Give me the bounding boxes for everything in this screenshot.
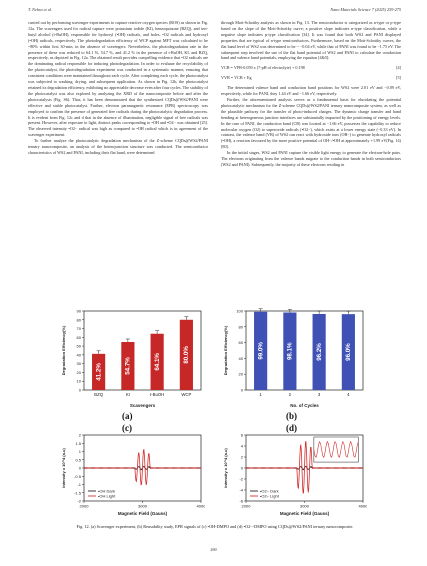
chart-b-xtick-label-1: 2 bbox=[288, 392, 292, 397]
chart-b-ylabel: Degradation Efficiency(%) bbox=[223, 325, 228, 376]
chart-c-xtick-label-2: 4000 bbox=[196, 503, 205, 509]
right-paragraph-3: Further, the aforementioned analysis serves as a fundamental basis for elucidating the potential photocatalytic mechanism for the Z-scheme CQDs@WS2/PANI ternary nanocomposite system, as well as the plausible pathway for the transfer of photo-induced charges. The dynamic charge transfer and band bending at heterogeneous junction interfaces are substantially impacted by the positioning of energy levels. In the case of PANI, the conduction band (CB) was located at −1.66 eV, possesses the capability to reduce molecular oxygen (O2) to superoxide radicals (•O2−), which exists at a lower energy state (−0.33 eV). In contrast, the valence band (VB) of WS2 can react with hydroxide ions (OH−) to generate hydroxyl radicals (•OH), a reaction favoured by the more positive potential of OH−/•OH at approximately +1.99 eV(Fig. 14) [80]. bbox=[221, 96, 401, 150]
running-header-right: Nano Materials Science 7 (2025) 259-275 bbox=[330, 7, 401, 12]
chart-d-legend-label-1: •O2− Light bbox=[260, 493, 279, 499]
panel-label-a: (a) bbox=[122, 411, 133, 421]
right-column bbox=[221, 20, 401, 168]
chart-d-ytick-label-4: 2 bbox=[240, 454, 243, 460]
chart-c-ytick-label-7: 1.5 bbox=[75, 440, 81, 446]
chart-d-xtick-label-0: 2000 bbox=[241, 503, 251, 509]
chart-a-data-label-2: 64.1% bbox=[153, 353, 161, 371]
right-paragraph-2: The determined valence band and conduction band positions for WS2 were 2.01 eV and −0.09 eV, respectively, while for PANI, they 1.44 eV and −1.66 eV, respectively. bbox=[221, 85, 401, 97]
chart-d-ytick-label-0: -6 bbox=[239, 498, 243, 504]
chart-c-ytick-label-5: 0.5 bbox=[75, 457, 81, 463]
chart-c-ytick-label-4: 0 bbox=[78, 465, 81, 471]
chart-a-data-label-1: 54.7% bbox=[124, 357, 132, 375]
chart-c-ytick-label-0: -2 bbox=[77, 498, 81, 504]
chart-a-xtick-label-2: t-BuOH bbox=[149, 392, 165, 397]
chart-a-ytick-label-4: 40 bbox=[76, 352, 81, 358]
equation-5-text: VVB = VCB + Eg bbox=[221, 75, 252, 81]
chart-c-ytick-label-3: -0.5 bbox=[74, 473, 81, 479]
chart-a-ytick-label-5: 50 bbox=[76, 343, 81, 349]
chart-c-xlabel: Magnetic Field (Gauss) bbox=[117, 511, 168, 516]
chart-a-ytick-label-8: 80 bbox=[76, 317, 81, 323]
chart-a-xlabel: Scavengers bbox=[129, 403, 156, 408]
chart-a-ytick-label-9: 90 bbox=[76, 308, 81, 314]
chart-d-ytick-label-5: 4 bbox=[240, 443, 243, 449]
panel-label-c: (c) bbox=[122, 423, 132, 433]
chart-c-ytick-label-8: 2 bbox=[78, 432, 81, 438]
chart-a-ytick-label-6: 60 bbox=[76, 334, 81, 340]
running-header-left: T. Nebra et al. bbox=[28, 7, 53, 12]
chart-a-xtick-label-3: WCP bbox=[181, 392, 192, 397]
chart-b-ytick-label-3: 60 bbox=[238, 340, 243, 346]
chart-d-xtick-label-2: 4000 bbox=[358, 503, 367, 509]
chart-b-xtick-label-2: 3 bbox=[317, 392, 321, 397]
chart-c-legend-label-0: •OH Dark bbox=[98, 488, 115, 494]
chart-a-ytick-label-3: 30 bbox=[76, 361, 81, 367]
panel-label-b: (b) bbox=[286, 411, 297, 421]
chart-c-xtick-label-0: 2000 bbox=[79, 503, 89, 509]
left-paragraph-1: carried out by performing scavenger experiments to capture reactive oxygen species (ROS) as shown in Fig. 12a. The scavengers used for radical capture were potassium iodide (KI), benzoquinone (BZQ), and tert-butyl alcohol (t-BuOH), responsible for hydroxyl (•OH) radicals, and holes, •O2 radicals and hydroxyl (•OH) radicals, respectively. The photodegradation efficiency of WCP against MFT was calculated to be ~80% within first 30-min, in the absence of scavengers. Nevertheless, the photodegradation rate in the presence of these was reduced to 64.1 %, 54.7 %, and 41.2 % in the presence of t-BuOH, KI, and BZQ, respectively, as depicted in Fig. 12a. The obtained result provides compelling evidence that •O2 radicals are the dominating radical responsible for inducing photodegradation. In order to evaluate the recyclability of the photocatalyst, the photodegradation experiment was conducted in a systematic manner, ensuring that consistent conditions were maintained throughout each cycle. After completing each cycle, the photocatalyst was subjected to washing, drying, and subsequent application. As shown in Fig. 12b, the photocatalyst retained its degradation efficiency, exhibiting no appreciable decrease even after four cycles. The stability of the photocatalyst was also explored by analyzing the XRD of the nanocomposite before and after the photocatalysis (Fig. S6). Thus, it has been demonstrated that the synthesized CQDs@WS2/PANI were effective and stable photocatalyst. Further, electron paramagnetic resonance (EPR) spectroscopy was employed to confirm the presence of generated free radicals during the photocatalytic degradation process. It is evident from Fig. 12c and d that in the absence of illumination, negligible signal of free radicals was present. However, after exposure to light, distinct peaks corresponding to •OH and •O2− was obtained [25]. The observed intensity •O2− radical was high as compared to •OH radical which is in agreement of the scavenger experiment. bbox=[28, 20, 208, 138]
chart-b-ytick-label-0: 0 bbox=[240, 387, 243, 393]
left-column bbox=[28, 20, 208, 156]
chart-c-legend-label-1: •OH Light bbox=[98, 493, 116, 499]
chart-c-epr-oh bbox=[60, 421, 205, 517]
equation-5 bbox=[221, 75, 401, 81]
chart-a-ytick-label-1: 10 bbox=[76, 378, 81, 384]
chart-c-ytick-label-6: 1 bbox=[78, 449, 81, 454]
chart-b-reusability bbox=[222, 307, 367, 410]
chart-a-ytick-label-0: 0 bbox=[78, 387, 81, 393]
chart-b-data-label-1: 98.1% bbox=[286, 342, 294, 361]
chart-c-ylabel: Intensity x 10^4 (a.u) bbox=[61, 448, 66, 488]
chart-a-ylabel: Degradation Efficiency(%) bbox=[61, 325, 66, 376]
chart-b-ytick-label-4: 80 bbox=[238, 324, 243, 330]
chart-b-data-label-2: 96.2% bbox=[315, 343, 323, 361]
chart-a-ytick-label-7: 70 bbox=[76, 326, 81, 332]
chart-a-xtick-label-0: BZQ bbox=[94, 392, 104, 397]
left-paragraph-2: To further analyze the photocatalytic degradation mechanism of the Z-scheme CQDs@WS2/PANI ternary nanocomposite, an analysis of the heterojunction structure was conducted. The semiconductor characteristics of WS2 and PANI, including their flat band, were determined bbox=[28, 138, 208, 155]
chart-b-xtick-label-0: 1 bbox=[259, 392, 262, 397]
chart-a-data-label-3: 80.0% bbox=[183, 346, 191, 364]
chart-b-xlabel: No. of Cycles bbox=[290, 403, 319, 408]
figure-caption: Fig. 12. (a) Scavenger experiment, (b) Reusability study, EPR signals of (c) •OH-DMPO and (d) •O2−-DMPO using CQDs@WS2/PANI ternary nanocomposite. bbox=[76, 524, 354, 529]
chart-a-data-label-0: 41.2% bbox=[95, 363, 103, 381]
chart-c-ytick-label-1: -1.5 bbox=[74, 490, 81, 496]
chart-b-data-label-3: 96.0% bbox=[345, 343, 353, 361]
page-number: 269 bbox=[210, 547, 217, 552]
chart-b-ytick-label-1: 20 bbox=[238, 371, 243, 377]
chart-d-ylabel: Intensity x 10^4 (a.u) bbox=[223, 448, 228, 488]
chart-d-ytick-label-2: -2 bbox=[239, 476, 243, 482]
equation-4-number: [4] bbox=[396, 65, 401, 71]
equation-4 bbox=[221, 65, 401, 71]
chart-d-ytick-label-1: -4 bbox=[239, 487, 243, 493]
chart-a-scavenger bbox=[60, 307, 205, 410]
right-paragraph-1: through Mott-Schottky analysis as shown in Fig. 13. The semiconductor is categorized as n-type or p-type based on the slope of the Mott-Schottky curve; a positive slope indicates n-type classification, while a negative slope indicates p-type classification [34]. It was found that both WS2 and PANI displayed properties that are typical of n-type semiconductors. Furthermore, based on the Mott-Schottky curves, the flat band level of WS2 was determined to be ~ −0.04 eV, while that of PANI was found to be −1.75 eV. The subsequent step involved the use of the flat band potential of WS2 and PANI to calculate the conduction band and valence band potentials, employing the equation [4&5]: bbox=[221, 20, 401, 61]
chart-c-ytick-label-2: -1 bbox=[77, 482, 81, 487]
chart-d-inset-frame bbox=[314, 437, 358, 462]
chart-d-ytick-label-3: 0 bbox=[240, 465, 243, 471]
chart-d-xtick-label-1: 3000 bbox=[300, 503, 309, 509]
chart-b-ytick-label-2: 40 bbox=[238, 355, 243, 361]
chart-b-data-label-0: 99.0% bbox=[257, 342, 265, 360]
chart-b-xtick-label-3: 4 bbox=[347, 392, 350, 397]
equation-5-number: [5] bbox=[396, 75, 401, 81]
right-paragraph-4: In the initial stages, WS2 and PANI capture the visible light energy to generate the electron-hole pairs. The electrons originating from the valence bands migrate to the conduction bands in both semiconductors (WS2 and PANI). Subsequently, the majority of these electrons residing in bbox=[221, 150, 401, 167]
panel-label-d: (d) bbox=[286, 423, 297, 433]
chart-a-xtick-label-1: KI bbox=[125, 392, 130, 397]
chart-d-ytick-label-6: 6 bbox=[240, 432, 243, 438]
equation-4-text: VCB = VFB-0.059 x (7-pH of electrolyte) + 0.198 bbox=[221, 65, 305, 71]
chart-b-ytick-label-5: 100 bbox=[236, 308, 243, 314]
chart-c-series-line-1 bbox=[84, 449, 201, 485]
chart-c-xtick-label-1: 3000 bbox=[138, 503, 147, 509]
chart-d-xlabel: Magnetic Field (Gauss) bbox=[279, 511, 330, 516]
chart-d-epr-o2 bbox=[222, 421, 367, 517]
chart-d-legend-label-0: •O2− Dark bbox=[260, 488, 279, 494]
chart-a-ytick-label-2: 20 bbox=[76, 369, 81, 375]
